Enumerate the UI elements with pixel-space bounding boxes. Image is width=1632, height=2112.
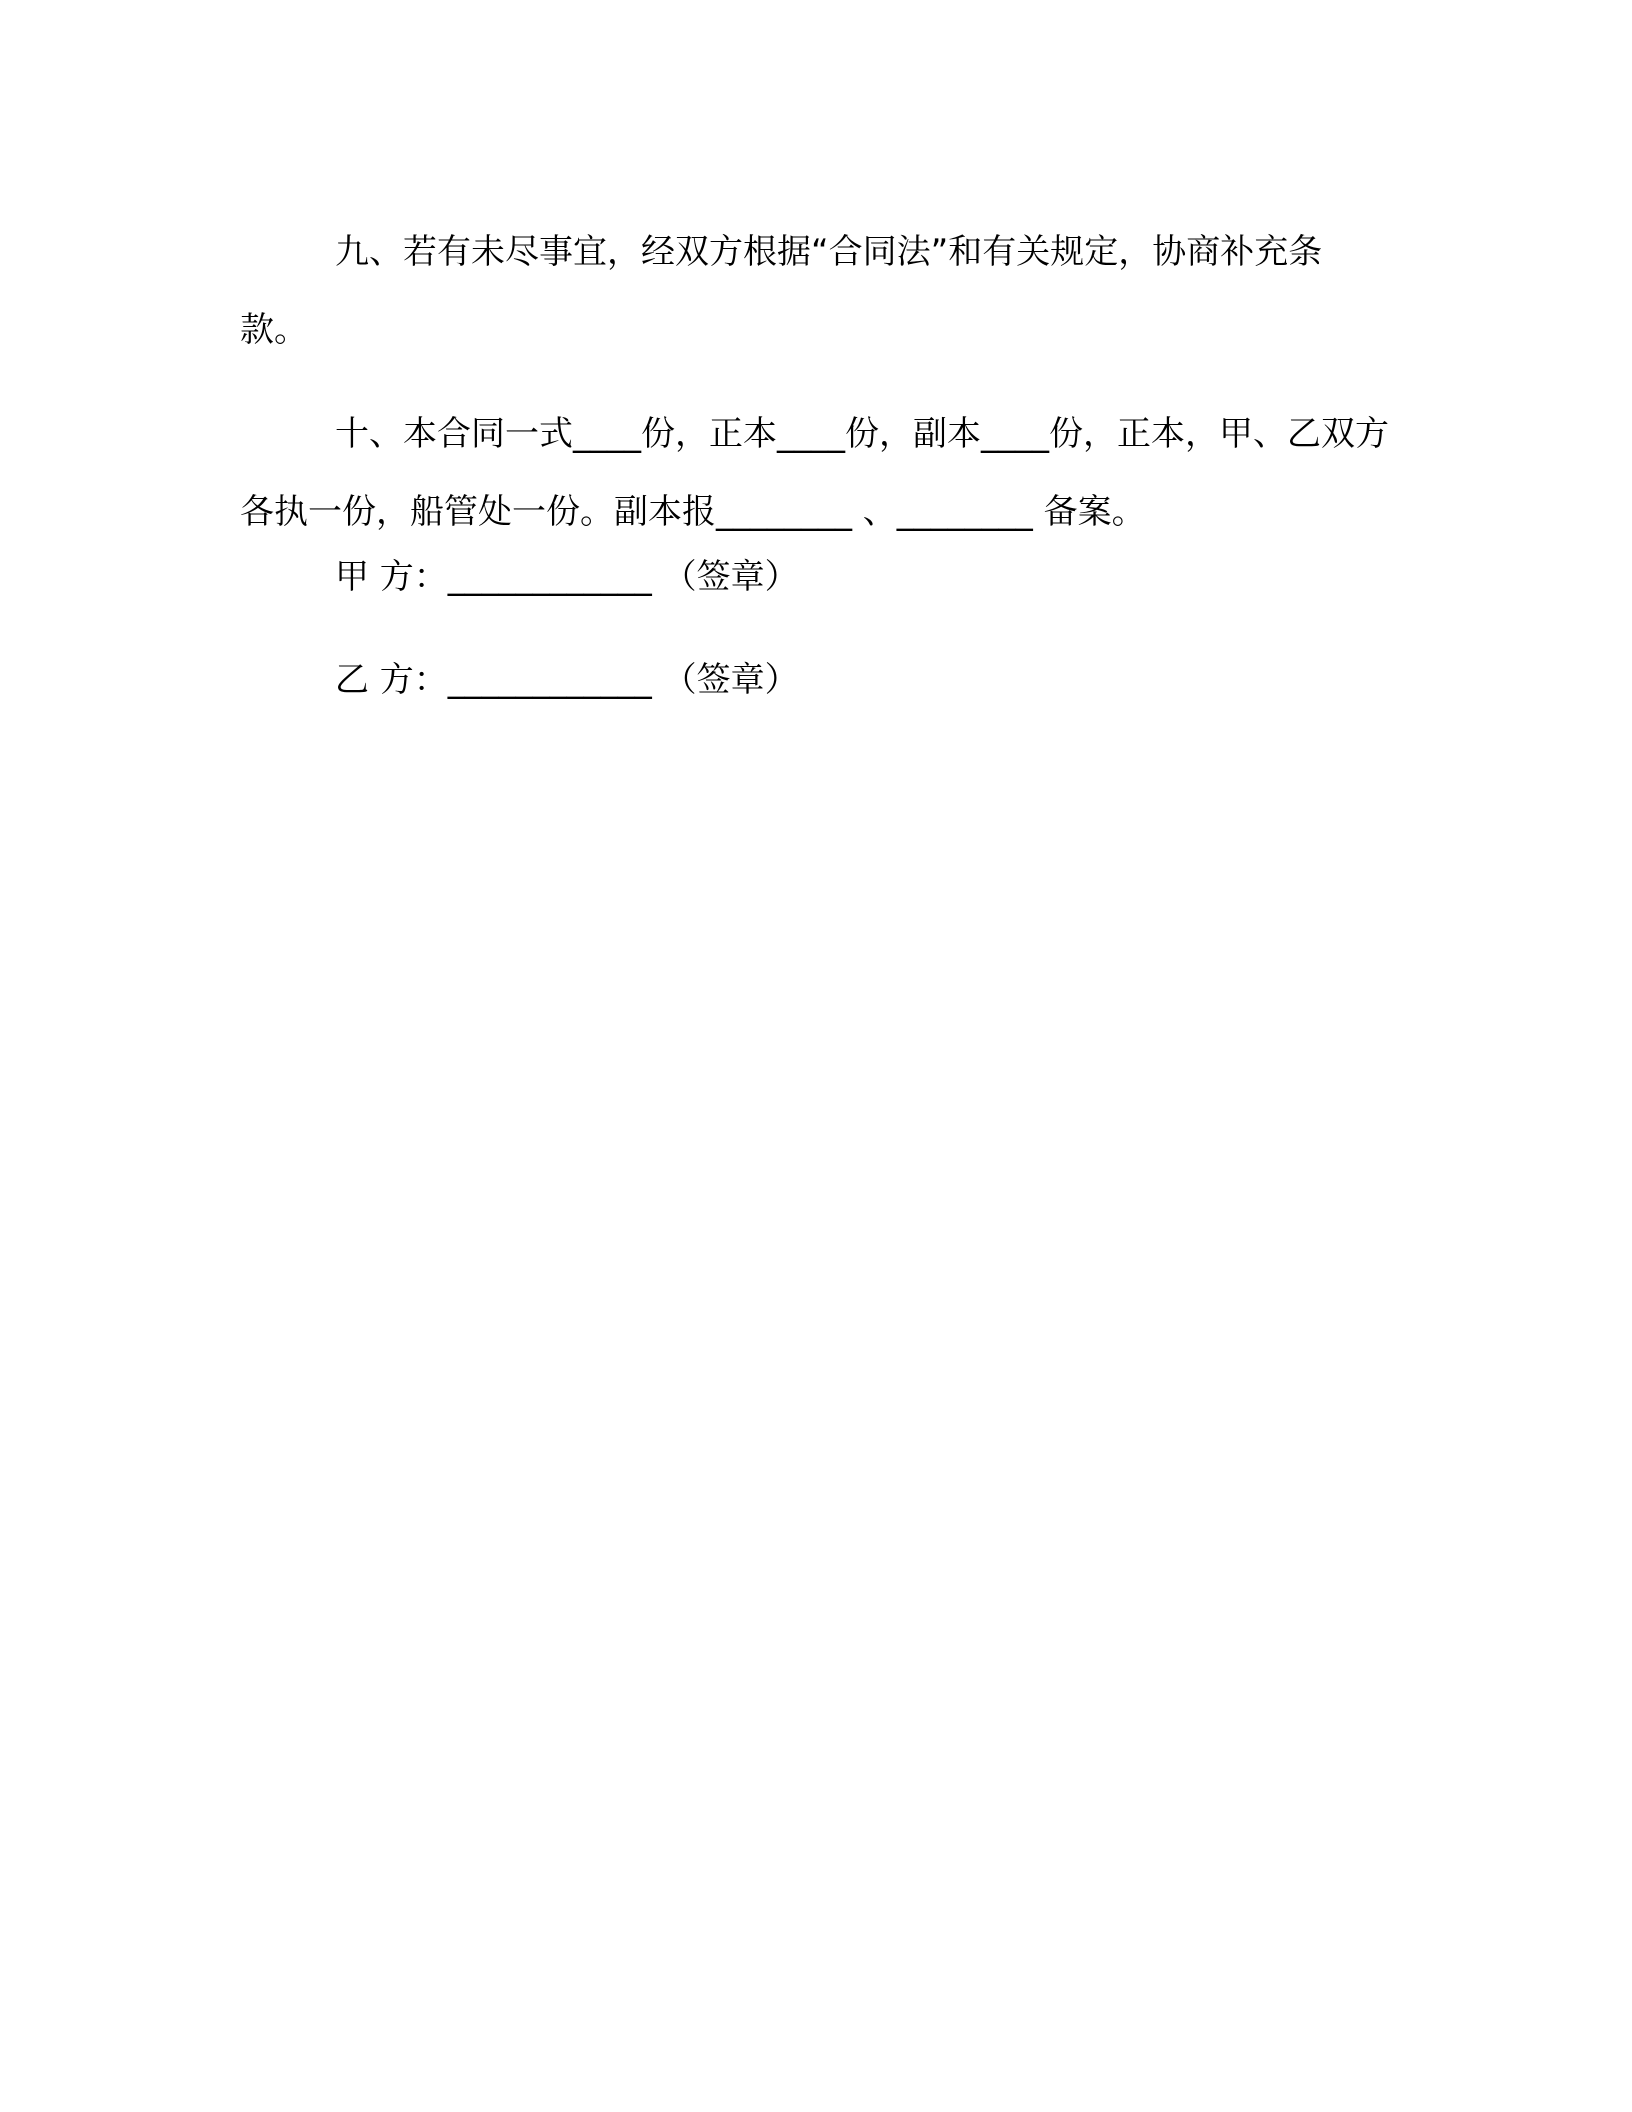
signature-line-party-b: 乙 方：____________ （签章） [335,660,799,700]
clause-9-paragraph: 九、若有未尽事宜，经双方根据“合同法”和有关规定，协商补充条款。 [240,232,1323,350]
signature-line-party-a: 甲 方：____________ （签章） [335,557,799,597]
clause-10-paragraph: 十、本合同一式____份，正本____份，副本____份，正本，甲、乙双方各执一份，船管处一份。副本报________ 、________ 备案。 [240,414,1389,532]
